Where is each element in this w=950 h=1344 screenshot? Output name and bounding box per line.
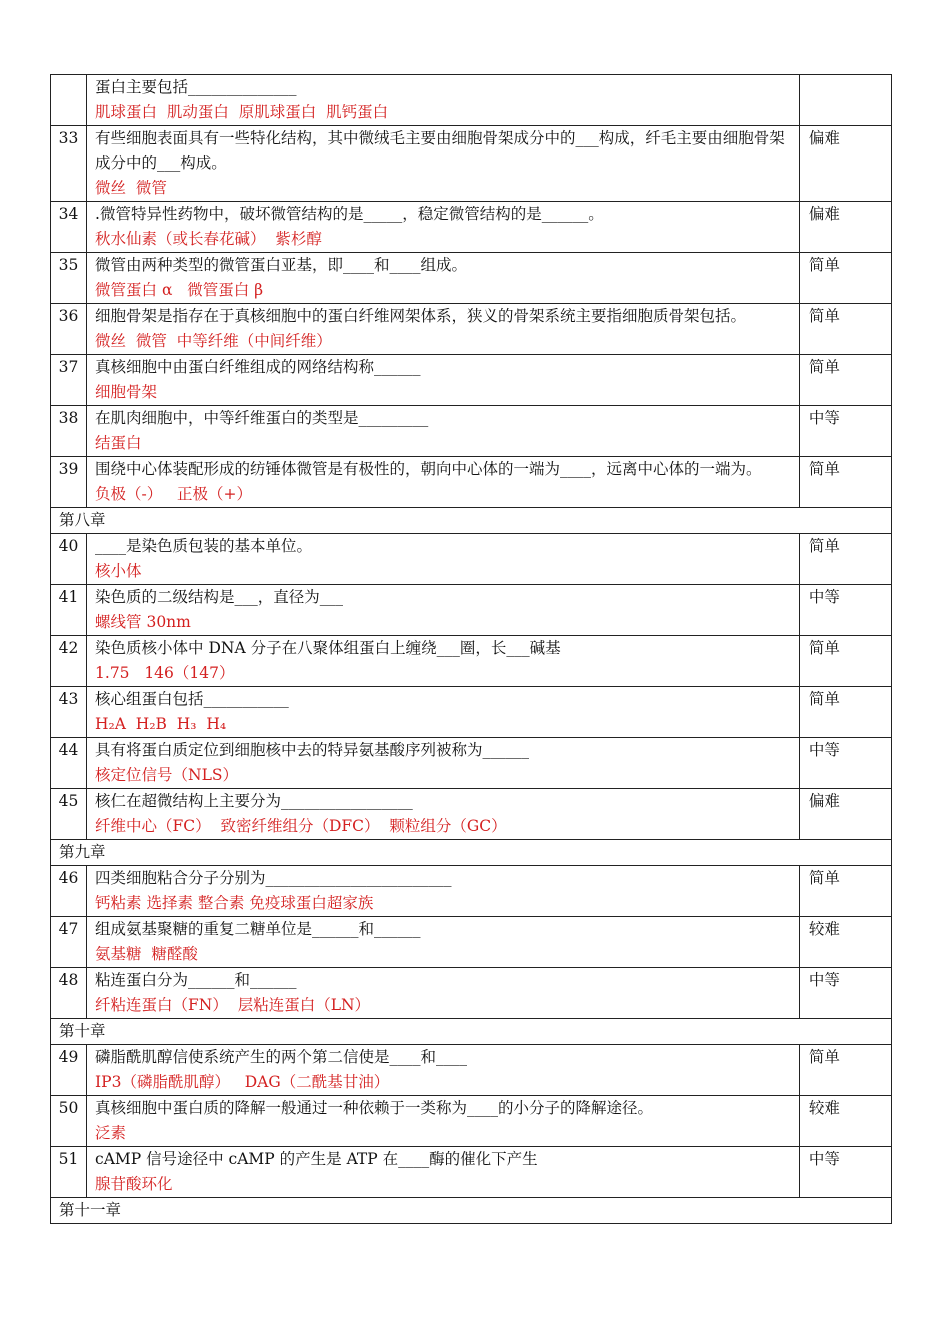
difficulty-label: 偏难 [799, 789, 891, 840]
chapter-row [51, 1019, 892, 1045]
question-cell [87, 1045, 800, 1096]
chapter-row [51, 1198, 892, 1224]
answer-text: 负极（-） 正极（+） [95, 485, 253, 503]
difficulty-label: 偏难 [799, 126, 891, 202]
difficulty-label: 简单 [799, 304, 891, 355]
difficulty-label: 简单 [799, 636, 891, 687]
answer-text: 细胞骨架 [95, 383, 158, 401]
difficulty-label: 简单 [799, 457, 891, 508]
answer-text: 1.75 146（147） [95, 664, 235, 682]
answer-text: 微丝 微管 中等纤维（中间纤维） [95, 332, 332, 350]
answer-text: H₂A H₂B H₃ H₄ [95, 715, 227, 733]
question-number: 34 [51, 202, 87, 253]
difficulty-label: 中等 [799, 738, 891, 789]
question-number: 40 [51, 534, 87, 585]
question-text: 微管由两种类型的微管蛋白亚基，即____和____组成。 [95, 256, 468, 274]
question-row [51, 687, 892, 738]
question-row [51, 75, 892, 126]
difficulty-label: 较难 [799, 917, 891, 968]
answer-text: 秋水仙素（或长春花碱） 紫杉醇 [95, 230, 322, 248]
difficulty-label: 中等 [799, 968, 891, 1019]
question-text: 有些细胞表面具有一些特化结构，其中微绒毛主要由细胞骨架成分中的___构成，纤毛主要由细胞骨架成分中的___构成。 [95, 129, 785, 172]
difficulty-label: 简单 [799, 1045, 891, 1096]
difficulty-label: 简单 [799, 355, 891, 406]
question-number: 50 [51, 1096, 87, 1147]
question-cell [87, 866, 800, 917]
question-cell [87, 126, 800, 202]
question-table [50, 74, 892, 1224]
question-row [51, 789, 892, 840]
question-cell [87, 406, 800, 457]
question-cell [87, 75, 800, 126]
answer-text: 核定位信号（NLS） [95, 766, 239, 784]
question-text: 粘连蛋白分为______和______ [95, 971, 297, 989]
question-text: 真核细胞中蛋白质的降解一般通过一种依赖于一类称为____的小分子的降解途径。 [95, 1099, 654, 1117]
question-cell [87, 968, 800, 1019]
question-row [51, 968, 892, 1019]
chapter-title: 第十章 [51, 1019, 892, 1045]
chapter-title: 第十一章 [51, 1198, 892, 1224]
chapter-row [51, 508, 892, 534]
question-number: 41 [51, 585, 87, 636]
question-row [51, 585, 892, 636]
question-cell [87, 534, 800, 585]
question-row [51, 1147, 892, 1198]
question-cell [87, 253, 800, 304]
question-number [51, 75, 87, 126]
question-row [51, 355, 892, 406]
question-cell [87, 202, 800, 253]
question-number: 36 [51, 304, 87, 355]
question-row [51, 738, 892, 789]
question-row [51, 304, 892, 355]
question-row [51, 534, 892, 585]
chapter-title: 第九章 [51, 840, 892, 866]
question-number: 42 [51, 636, 87, 687]
answer-text: 腺苷酸环化 [95, 1175, 173, 1193]
difficulty-label: 简单 [799, 866, 891, 917]
question-text: 蛋白主要包括______________ [95, 78, 297, 96]
question-text: .微管特异性药物中，破坏微管结构的是_____，稳定微管结构的是______。 [95, 205, 604, 223]
answer-text: 肌球蛋白 肌动蛋白 原肌球蛋白 肌钙蛋白 [95, 103, 389, 121]
difficulty-label: 中等 [799, 1147, 891, 1198]
answer-text: 微丝 微管 [95, 179, 167, 197]
difficulty-label: 简单 [799, 253, 891, 304]
answer-text: 钙粘素 选择素 整合素 免疫球蛋白超家族 [95, 894, 374, 912]
question-text: 染色质核小体中 DNA 分子在八聚体组蛋白上缠绕___圈，长___碱基 [95, 639, 561, 657]
question-cell [87, 355, 800, 406]
question-text: 磷脂酰肌醇信使系统产生的两个第二信使是____和____ [95, 1048, 468, 1066]
question-number: 44 [51, 738, 87, 789]
question-row [51, 866, 892, 917]
question-number: 37 [51, 355, 87, 406]
question-row [51, 202, 892, 253]
question-cell [87, 636, 800, 687]
question-cell [87, 304, 800, 355]
difficulty-label: 简单 [799, 534, 891, 585]
question-number: 49 [51, 1045, 87, 1096]
question-text: 在肌肉细胞中，中等纤维蛋白的类型是_________ [95, 409, 429, 427]
question-text: 核仁在超微结构上主要分为_________________ [95, 792, 413, 810]
answer-text: 微管蛋白 α 微管蛋白 β [95, 281, 264, 299]
question-row [51, 126, 892, 202]
answer-text: 泛素 [95, 1124, 127, 1142]
difficulty-label [799, 75, 891, 126]
question-cell [87, 687, 800, 738]
question-number: 43 [51, 687, 87, 738]
answer-text: 氨基糖 糖醛酸 [95, 945, 198, 963]
question-cell [87, 917, 800, 968]
answer-text: 螺线管 30nm [95, 613, 191, 631]
question-cell [87, 1147, 800, 1198]
difficulty-label: 偏难 [799, 202, 891, 253]
chapter-row [51, 840, 892, 866]
chapter-title: 第八章 [51, 508, 892, 534]
question-number: 45 [51, 789, 87, 840]
question-row [51, 636, 892, 687]
question-row [51, 1096, 892, 1147]
question-cell [87, 789, 800, 840]
answer-text: 结蛋白 [95, 434, 142, 452]
question-text: 染色质的二级结构是___，直径为___ [95, 588, 344, 606]
answer-text: 纤粘连蛋白（FN） 层粘连蛋白（LN） [95, 996, 371, 1014]
question-number: 39 [51, 457, 87, 508]
question-text: cAMP 信号途径中 cAMP 的产生是 ATP 在____酶的催化下产生 [95, 1150, 538, 1168]
question-number: 46 [51, 866, 87, 917]
question-row [51, 253, 892, 304]
difficulty-label: 较难 [799, 1096, 891, 1147]
difficulty-label: 中等 [799, 585, 891, 636]
question-text: 组成氨基聚糖的重复二糖单位是______和______ [95, 920, 421, 938]
answer-text: 核小体 [95, 562, 142, 580]
question-number: 48 [51, 968, 87, 1019]
question-row [51, 1045, 892, 1096]
question-number: 51 [51, 1147, 87, 1198]
question-row [51, 917, 892, 968]
question-cell [87, 738, 800, 789]
difficulty-label: 中等 [799, 406, 891, 457]
question-text: 真核细胞中由蛋白纤维组成的网络结构称______ [95, 358, 421, 376]
question-number: 38 [51, 406, 87, 457]
question-number: 33 [51, 126, 87, 202]
question-cell [87, 1096, 800, 1147]
question-text: 围绕中心体装配形成的纺锤体微管是有极性的，朝向中心体的一端为____，远离中心体的一端为。 [95, 460, 762, 478]
question-text: 核心组蛋白包括___________ [95, 690, 289, 708]
answer-text: 纤维中心（FC） 致密纤维组分（DFC） 颗粒组分（GC） [95, 817, 507, 835]
question-row [51, 457, 892, 508]
difficulty-label: 简单 [799, 687, 891, 738]
question-cell [87, 457, 800, 508]
question-number: 35 [51, 253, 87, 304]
question-row [51, 406, 892, 457]
question-number: 47 [51, 917, 87, 968]
question-table-body [51, 75, 892, 1224]
question-text: 细胞骨架是指存在于真核细胞中的蛋白纤维网架体系，狭义的骨架系统主要指细胞质骨架包括。 [95, 307, 747, 325]
question-text: 具有将蛋白质定位到细胞核中去的特异氨基酸序列被称为______ [95, 741, 530, 759]
question-text: ____是染色质包装的基本单位。 [95, 537, 313, 555]
answer-text: IP3（磷脂酰肌醇） DAG（二酰基甘油） [95, 1073, 390, 1091]
question-text: 四类细胞粘合分子分别为________________________ [95, 869, 452, 887]
question-cell [87, 585, 800, 636]
